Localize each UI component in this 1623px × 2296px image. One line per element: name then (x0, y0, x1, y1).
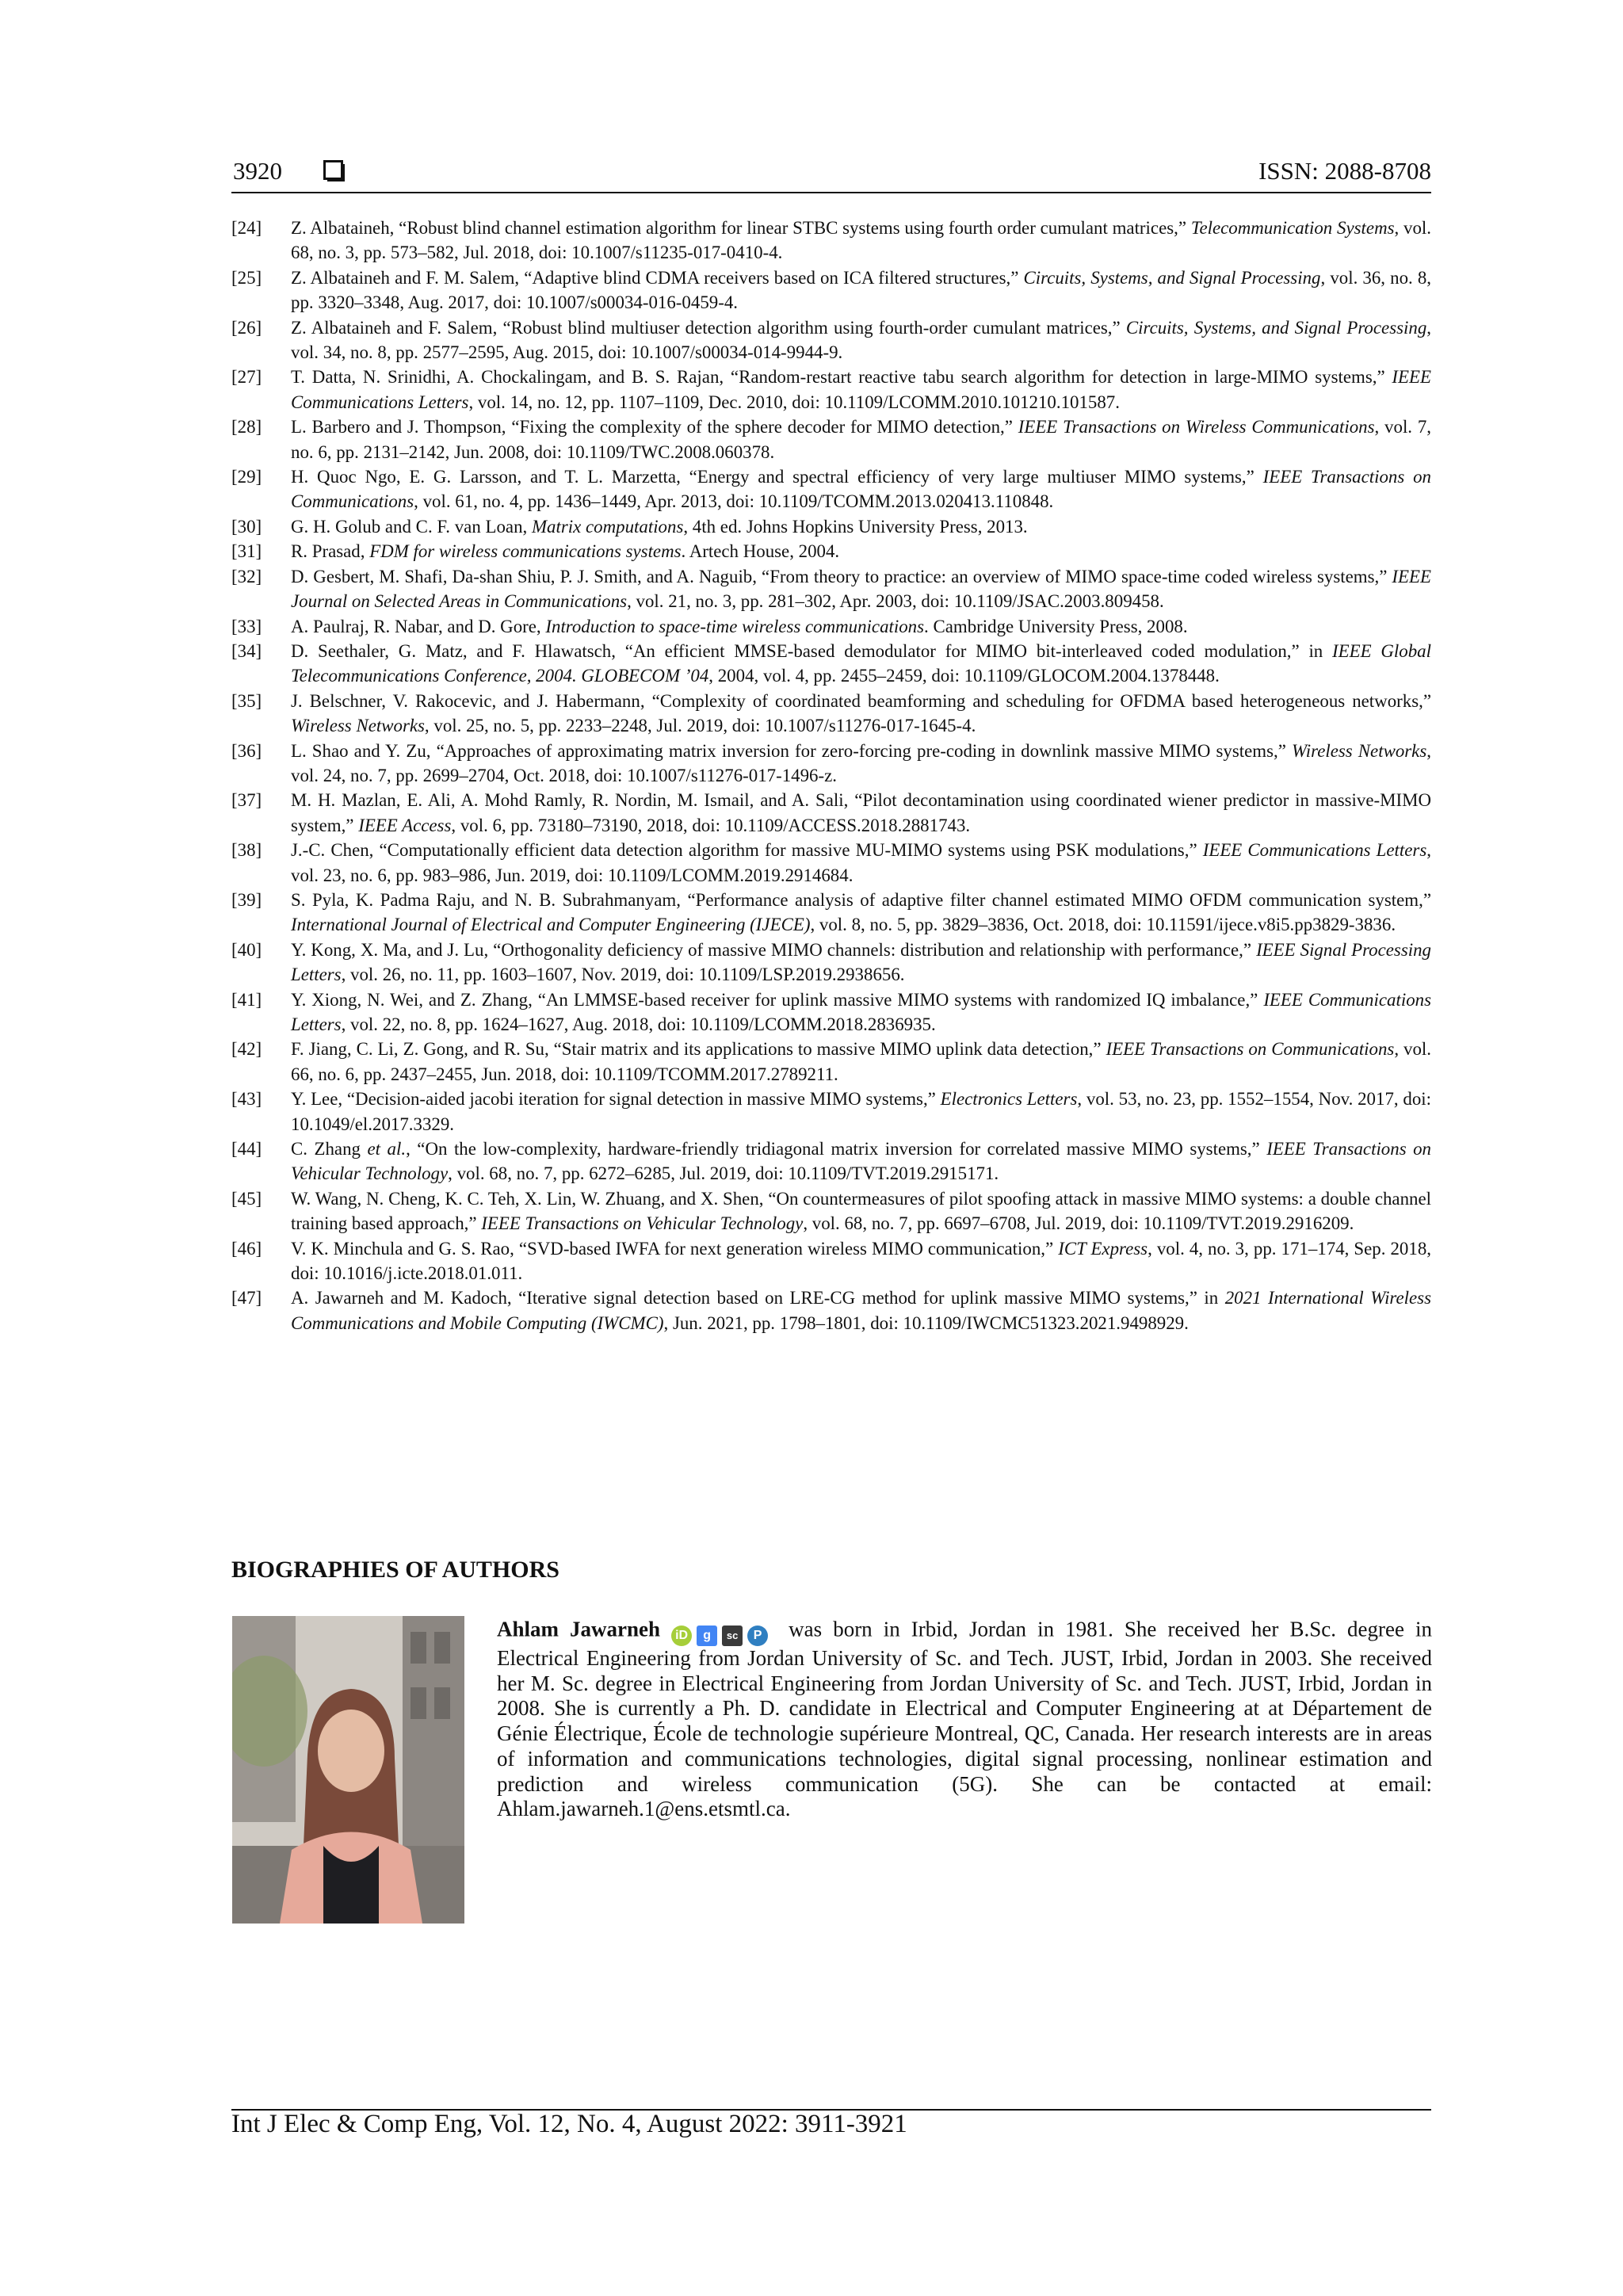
author-photo (232, 1616, 464, 1924)
reference-number: [26] (231, 317, 262, 338)
reference-text: , vol. 7, no. 6, pp. 2131–2142, Jun. 2008, doi: 10.1109/TWC.2008.060378. (291, 417, 1431, 462)
reference-number: [47] (231, 1288, 262, 1308)
reference-item (231, 739, 1431, 789)
scopus-icon[interactable]: sc (722, 1626, 743, 1646)
bio-text: was born in Irbid, Jordan in 1981. She received her B.Sc. degree in Electrical Engineering from Jordan University of Sc. and Tech. JUST, Irbid, Jordan in 2003. She received her M. Sc. degree in Electrical Engineering from Jordan University of Sc. and Tech. JUST, Irbid, Jordan in 2008. She is currently a Ph. D. candidate in Electrical and Computer Engineering at at Département de Génie Électrique, École de technologie supérieure Montreal, QC, Canada. Her research interests are in areas of information and communications technologies, digital signal processing, nonlinear estimation and prediction and wireless communication (5G). She can be contacted at email: Ahlam.jawarneh.1@ens.etsmtl.ca. (497, 1617, 1432, 1821)
reference-venue: Wireless Networks (1291, 740, 1427, 761)
reference-text: W. Wang, N. Cheng, K. C. Teh, X. Lin, W. Zhuang, and X. Shen, “On countermeasures of pilot spoofing attack in massive MIMO systems: a double channel training based approach,” (291, 1188, 1431, 1234)
reference-text: Y. Lee, “Decision-aided jacobi iteration for signal detection in massive MIMO systems,” (291, 1089, 941, 1110)
reference-text: J. Belschner, V. Rakocevic, and J. Habermann, “Complexity of coordinated beamforming and scheduling for OFDMA based heterogeneous networks,” (291, 690, 1431, 711)
reference-text: , vol. 14, no. 12, pp. 1107–1109, Dec. 2010, doi: 10.1109/LCOMM.2010.101210.101587. (468, 392, 1120, 412)
reference-venue: IEEE Signal Processing Letters (291, 939, 1431, 985)
reference-number: [45] (231, 1188, 262, 1209)
reference-number: [37] (231, 790, 262, 811)
reference-venue: Wireless Networks (291, 716, 425, 736)
reference-venue: IEEE Access (358, 815, 452, 835)
reference-text: , vol. 25, no. 5, pp. 2233–2248, Jul. 2019, doi: 10.1007/s11276-017-1645-4. (424, 716, 976, 736)
reference-text: . Artech House, 2004. (681, 541, 840, 562)
reference-number: [28] (231, 417, 262, 437)
reference-item (231, 1137, 1431, 1186)
reference-number: [39] (231, 889, 262, 910)
reference-item (231, 938, 1431, 988)
reference-text: , vol. 8, no. 5, pp. 3829–3836, Oct. 2018, doi: 10.11591/ijece.v8i5.pp3829-3836. (810, 915, 1396, 935)
reference-item (231, 988, 1431, 1037)
reference-venue: IEEE Transactions on Vehicular Technology (291, 1139, 1431, 1184)
checkbox-square-icon (323, 160, 343, 180)
reference-venue: IEEE Transactions on Communications (1106, 1039, 1395, 1060)
header-rule (231, 192, 1431, 193)
reference-item (231, 365, 1431, 415)
reference-text: Y. Kong, X. Ma, and J. Lu, “Orthogonality deficiency of massive MIMO channels: distribution and relationship with performance,” (291, 939, 1257, 960)
reference-venue: Matrix computations (531, 516, 684, 537)
reference-item (231, 888, 1431, 938)
reference-text: , vol. 34, no. 8, pp. 2577–2595, Aug. 2015, doi: 10.1007/s00034-014-9944-9. (291, 317, 1431, 363)
publons-icon[interactable]: P (747, 1626, 768, 1646)
reference-number: [30] (231, 516, 262, 537)
reference-venue: IEEE Global Telecommunications Conference, 2004. GLOBECOM ’04 (291, 640, 1431, 686)
reference-text: , vol. 36, no. 8, pp. 3320–3348, Aug. 2017, doi: 10.1007/s00034-016-0459-4. (291, 267, 1432, 313)
reference-text: S. Pyla, K. Padma Raju, and N. B. Subrahmanyam, “Performance analysis of adaptive filter channel estimated MIMO OFDM communication system,” (291, 889, 1431, 910)
page-header (231, 152, 1431, 190)
reference-text: , Jun. 2021, pp. 1798–1801, doi: 10.1109/IWCMC51323.2021.9498929. (663, 1312, 1189, 1333)
reference-text: Z. Albataineh and F. M. Salem, “Adaptive blind CDMA receivers based on ICA filtered structures,” (291, 267, 1024, 288)
reference-text: R. Prasad, (291, 541, 370, 562)
reference-text: , vol. 68, no. 7, pp. 6697–6708, Jul. 2019, doi: 10.1109/TVT.2019.2916209. (803, 1213, 1354, 1234)
reference-number: [33] (231, 616, 262, 636)
reference-text: , vol. 53, no. 23, pp. 1552–1554, Nov. 2017, doi: 10.1049/el.2017.3329. (291, 1089, 1431, 1134)
reference-number: [34] (231, 640, 262, 661)
reference-text: , 4th ed. Johns Hopkins University Press, 2013. (683, 516, 1028, 537)
profile-icons (671, 1617, 773, 1646)
reference-text: L. Barbero and J. Thompson, “Fixing the complexity of the sphere decoder for MIMO detection,” (291, 417, 1018, 437)
reference-text: V. K. Minchula and G. S. Rao, “SVD-based IWFA for next generation wireless MIMO communication,” (291, 1238, 1059, 1259)
reference-venue: Circuits, Systems, and Signal Processing (1125, 317, 1427, 338)
reference-item (231, 415, 1431, 464)
reference-text: J.-C. Chen, “Computationally efficient data detection algorithm for massive MU-MIMO systems using PSK modulations,” (291, 840, 1203, 861)
reference-text: , vol. 61, no. 4, pp. 1436–1449, Apr. 2013, doi: 10.1109/TCOMM.2013.020413.110848. (414, 491, 1054, 512)
reference-item (231, 1087, 1431, 1137)
reference-list (231, 216, 1431, 1335)
reference-number: [32] (231, 566, 262, 586)
reference-item (231, 788, 1431, 838)
reference-number: [27] (231, 367, 262, 388)
orcid-icon[interactable]: iD (671, 1626, 692, 1646)
reference-venue: Introduction to space-time wireless communications (545, 616, 925, 636)
reference-item (231, 1236, 1431, 1286)
reference-text: , vol. 68, no. 3, pp. 573–582, Jul. 2018, doi: 10.1007/s11235-017-0410-4. (291, 218, 1431, 263)
reference-item (231, 1186, 1431, 1236)
reference-number: [24] (231, 218, 262, 238)
google-scholar-icon[interactable]: g (697, 1626, 717, 1646)
reference-text: G. H. Golub and C. F. van Loan, (291, 516, 532, 537)
reference-venue: IEEE Transactions on Wireless Communications (1018, 417, 1375, 437)
reference-number: [46] (231, 1238, 262, 1259)
reference-text: , vol. 66, no. 6, pp. 2437–2455, Jun. 2018, doi: 10.1109/TCOMM.2017.2789211. (291, 1039, 1432, 1084)
reference-text: H. Quoc Ngo, E. G. Larsson, and T. L. Marzetta, “Energy and spectral efficiency of very large multiuser MIMO systems,” (291, 467, 1263, 487)
reference-text: M. H. Mazlan, E. Ali, A. Mohd Ramly, R. Nordin, M. Ismail, and A. Sali, “Pilot decontamination using coordinated wiener predictor in massive-MIMO system,” (291, 790, 1431, 835)
reference-number: [41] (231, 989, 262, 1010)
author-name: Ahlam Jawarneh (497, 1617, 661, 1641)
reference-number: [42] (231, 1039, 262, 1060)
reference-text: , “On the low-complexity, hardware-friendly tridiagonal matrix inversion for correlated massive MIMO systems,” (406, 1139, 1267, 1159)
reference-number: [44] (231, 1139, 262, 1159)
reference-text: L. Shao and Y. Zu, “Approaches of approximating matrix inversion for zero-forcing pre-coding in downlink massive MIMO systems,” (291, 740, 1292, 761)
page-footer: Int J Elec & Comp Eng, Vol. 12, No. 4, August 2022: 3911-3921 (231, 2110, 907, 2138)
reference-venue: IEEE Communications Letters (291, 367, 1431, 412)
reference-venue: IEEE Transactions on Vehicular Technology (481, 1213, 804, 1234)
reference-venue: Circuits, Systems, and Signal Processing (1023, 267, 1321, 288)
reference-venue: IEEE Transactions on Communications (291, 467, 1431, 512)
reference-item (231, 266, 1431, 315)
reference-venue: 2021 International Wireless Communications and Mobile Computing (IWCMC) (291, 1288, 1431, 1333)
section-heading: BIOGRAPHIES OF AUTHORS (231, 1557, 559, 1583)
reference-text: , 2004, vol. 4, pp. 2455–2459, doi: 10.1109/GLOCOM.2004.1378448. (708, 666, 1220, 686)
reference-venue: et al. (367, 1139, 407, 1159)
reference-text: , vol. 24, no. 7, pp. 2699–2704, Oct. 2018, doi: 10.1007/s11276-017-1496-z. (291, 740, 1431, 785)
reference-number: [40] (231, 939, 262, 960)
reference-text: , vol. 26, no. 11, pp. 1603–1607, Nov. 2019, doi: 10.1109/LSP.2019.2938656. (341, 965, 905, 985)
reference-text: , vol. 68, no. 7, pp. 6272–6285, Jul. 2019, doi: 10.1109/TVT.2019.2915171. (448, 1163, 999, 1184)
reference-venue: IEEE Journal on Selected Areas in Communications (291, 566, 1431, 612)
reference-text: A. Paulraj, R. Nabar, and D. Gore, (291, 616, 546, 636)
reference-text: . Cambridge University Press, 2008. (924, 616, 1188, 636)
reference-text: , vol. 6, pp. 73180–73190, 2018, doi: 10.1109/ACCESS.2018.2881743. (451, 815, 971, 835)
reference-item (231, 564, 1431, 614)
reference-number: [25] (231, 267, 262, 288)
reference-item (231, 216, 1431, 266)
reference-text: , vol. 22, no. 8, pp. 1624–1627, Aug. 2018, doi: 10.1109/LCOMM.2018.2836935. (341, 1014, 936, 1034)
reference-text: Y. Xiong, N. Wei, and Z. Zhang, “An LMMSE-based receiver for uplink massive MIMO systems with randomized IQ imbalance,” (291, 989, 1264, 1010)
reference-number: [36] (231, 740, 262, 761)
reference-number: [29] (231, 467, 262, 487)
reference-text: C. Zhang (291, 1139, 368, 1159)
reference-item (231, 539, 1431, 563)
reference-item (231, 514, 1431, 539)
reference-item (231, 614, 1431, 639)
reference-number: [38] (231, 840, 262, 861)
reference-number: [35] (231, 690, 262, 711)
reference-venue: IEEE Communications Letters (1202, 840, 1427, 861)
reference-venue: International Journal of Electrical and Computer Engineering (IJECE) (291, 915, 811, 935)
reference-text: , vol. 21, no. 3, pp. 281–302, Apr. 2003, doi: 10.1109/JSAC.2003.809458. (627, 591, 1164, 612)
reference-number: [31] (231, 541, 262, 562)
reference-venue: Electronics Letters (940, 1089, 1078, 1110)
reference-text: T. Datta, N. Srinidhi, A. Chockalingam, and B. S. Rajan, “Random-restart reactive tabu search algorithm for detection in large-MIMO systems,” (291, 367, 1392, 388)
reference-venue: ICT Express (1058, 1238, 1148, 1259)
reference-item (231, 689, 1431, 739)
reference-item (231, 639, 1431, 689)
reference-item (231, 838, 1431, 888)
reference-item (231, 464, 1431, 514)
reference-text: A. Jawarneh and M. Kadoch, “Iterative signal detection based on LRE-CG method for uplink massive MIMO systems,” in (291, 1288, 1225, 1308)
reference-venue: Telecommunication Systems (1190, 218, 1395, 238)
reference-text: D. Seethaler, G. Matz, and F. Hlawatsch, “An efficient MMSE-based demodulator for MIMO bit-interleaved coded modulation,” in (291, 640, 1333, 661)
reference-number: [43] (231, 1089, 262, 1110)
reference-item (231, 315, 1431, 365)
reference-item (231, 1037, 1431, 1087)
reference-venue: IEEE Communications Letters (291, 989, 1431, 1034)
reference-text: , vol. 4, no. 3, pp. 171–174, Sep. 2018, doi: 10.1016/j.icte.2018.01.011. (291, 1238, 1431, 1284)
reference-venue: FDM for wireless communications systems (369, 541, 682, 562)
reference-text: , vol. 23, no. 6, pp. 983–986, Jun. 2019, doi: 10.1109/LCOMM.2019.2914684. (291, 840, 1431, 885)
issn: ISSN: 2088-8708 (1258, 157, 1431, 185)
reference-item (231, 1286, 1431, 1335)
reference-text: Z. Albataineh, “Robust blind channel estimation algorithm for linear STBC systems using fourth order cumulant matrices,” (291, 218, 1191, 238)
reference-text: Z. Albataineh and F. Salem, “Robust blind multiuser detection algorithm using fourth-order cumulant matrices,” (291, 317, 1126, 338)
reference-text: D. Gesbert, M. Shafi, Da-shan Shiu, P. J. Smith, and A. Naguib, “From theory to practice: an overview of MIMO space-time coded wireless systems,” (291, 566, 1392, 586)
reference-text: F. Jiang, C. Li, Z. Gong, and R. Su, “Stair matrix and its applications to massive MIMO uplink data detection,” (291, 1039, 1106, 1060)
author-biography (497, 1617, 1432, 1822)
page-number: 3920 (233, 157, 282, 185)
